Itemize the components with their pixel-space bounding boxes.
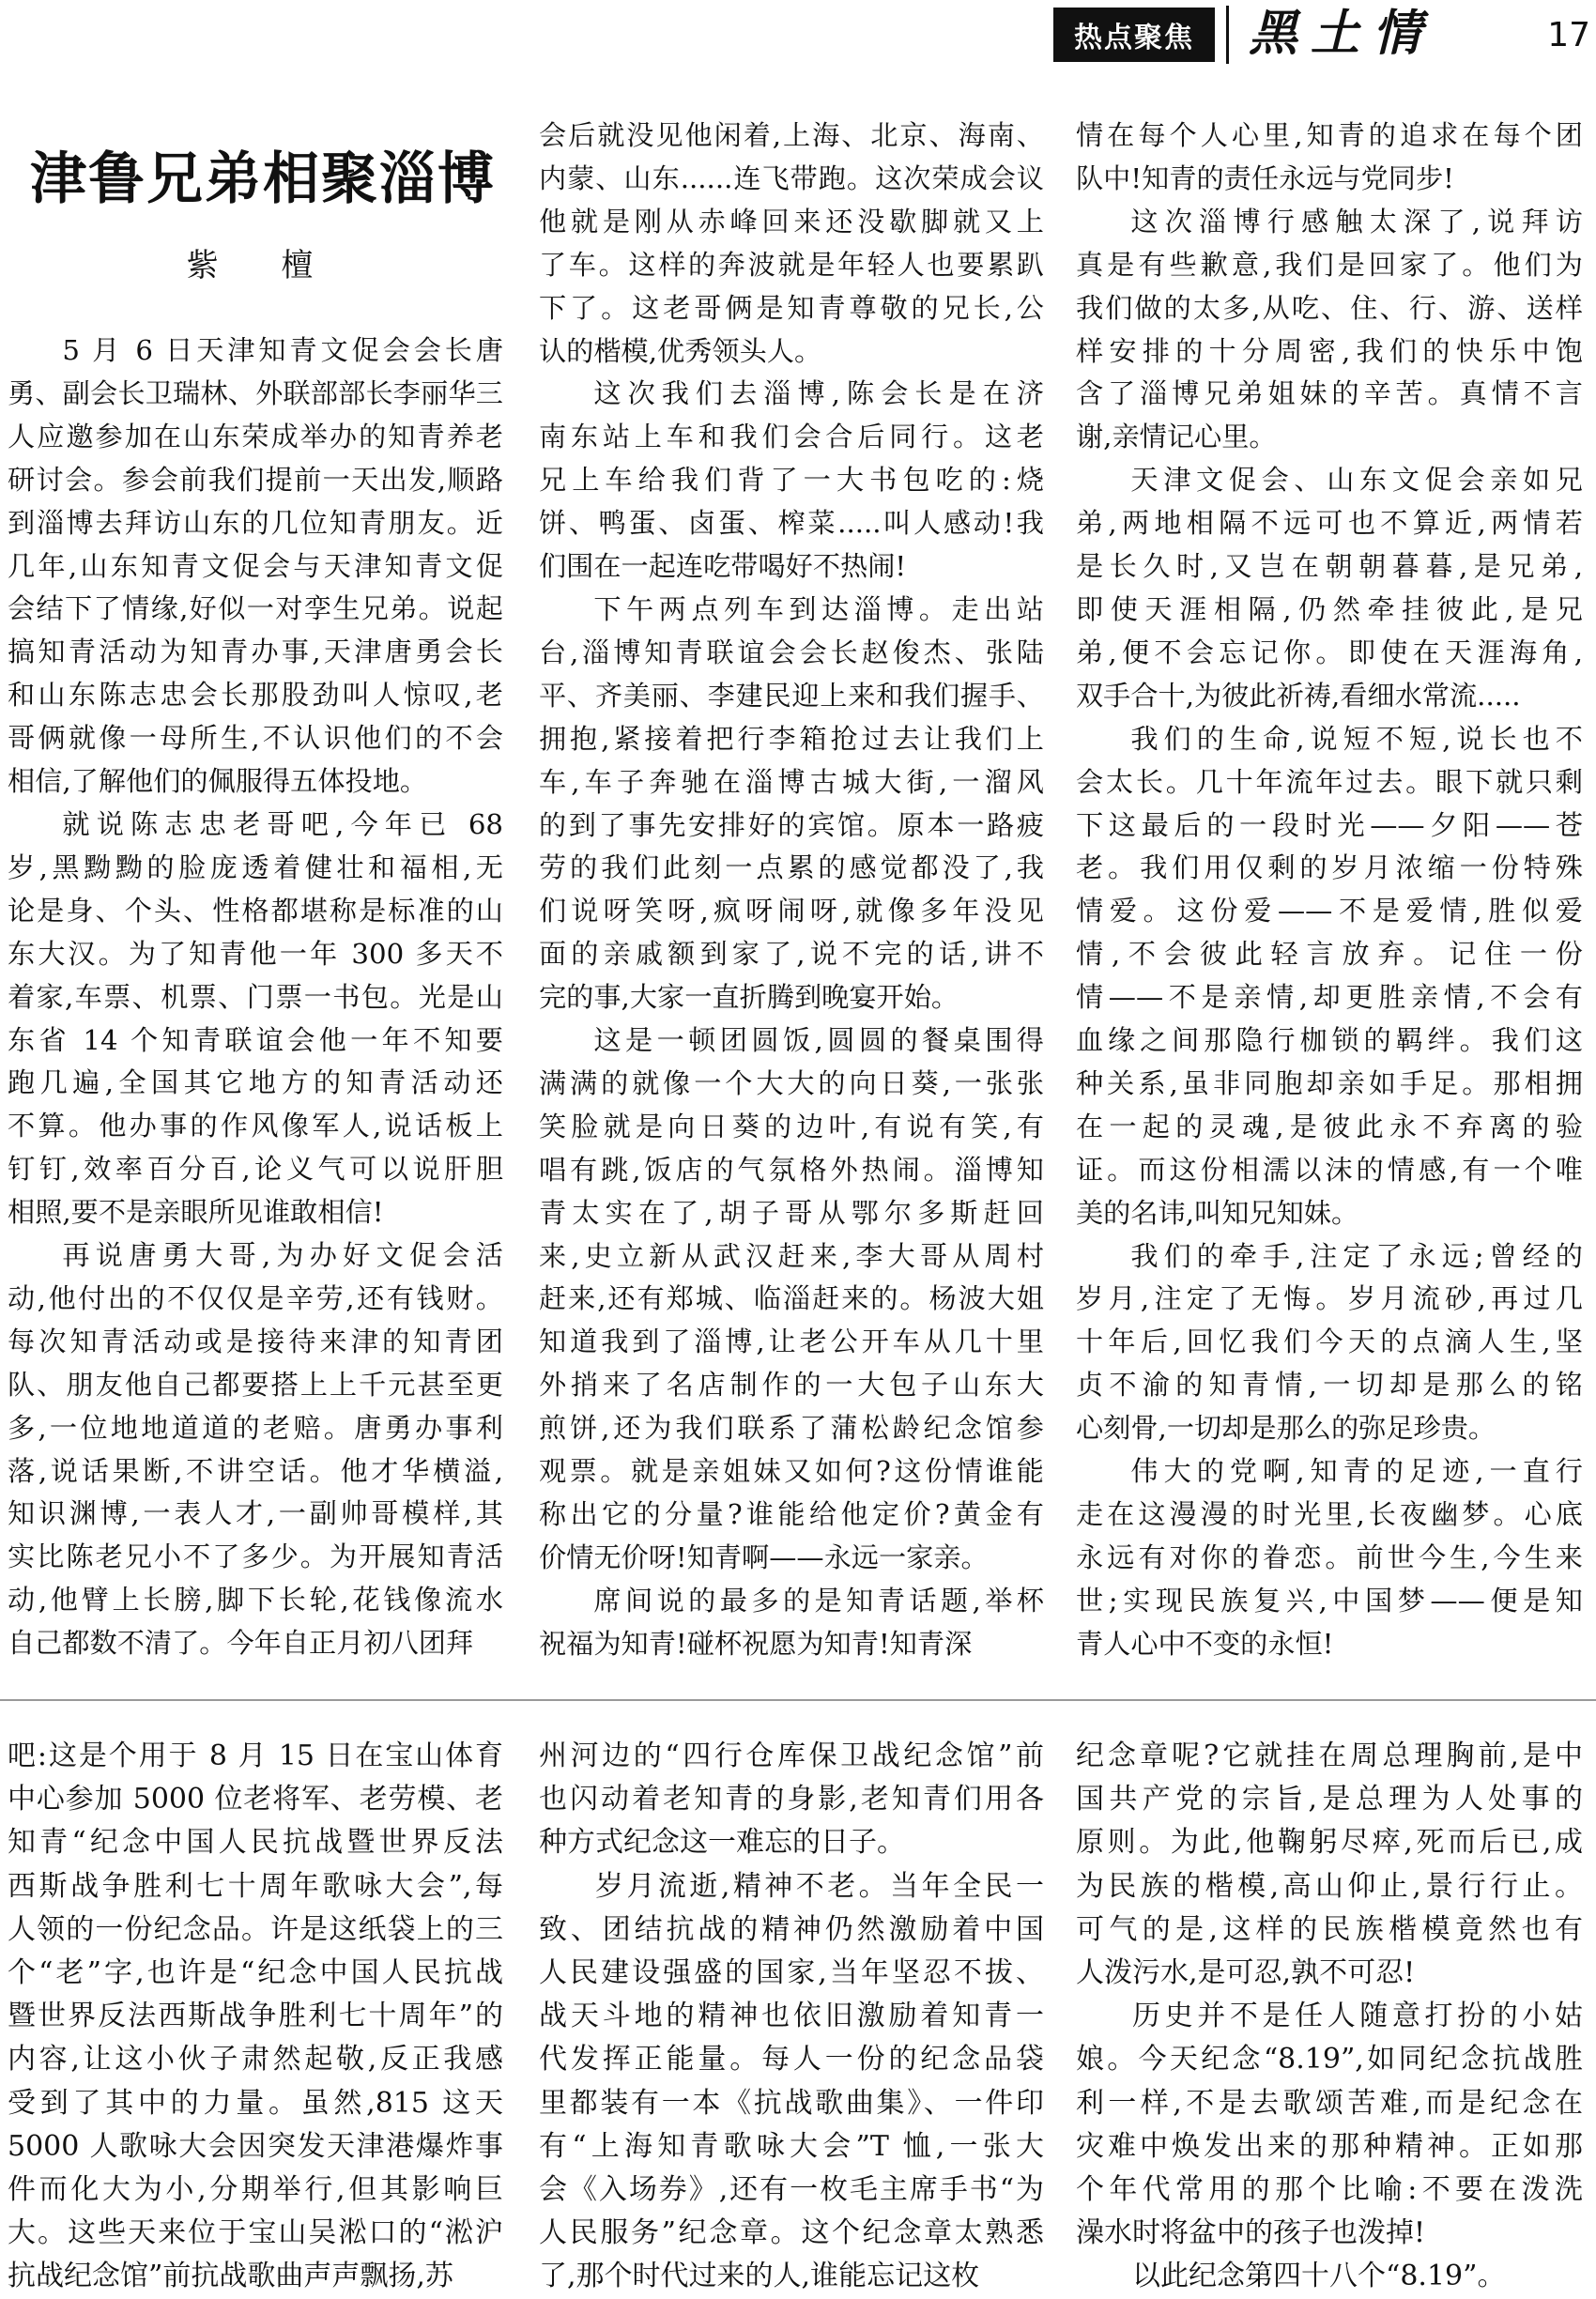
text-line: 永远有对你的眷恋。前世今生,今生来 <box>1076 1540 1583 1573</box>
text-line: 双手合十,为彼此祈祷,看细水常流..... <box>1076 679 1521 712</box>
text-line: 伟大的党啊,知青的足迹,一直行 <box>1130 1455 1583 1488</box>
text-line: 落,说话果断,不讲空话。他才华横溢, <box>8 1454 503 1487</box>
text-line: 就说陈志忠老哥吧,今年已 68 <box>62 807 503 840</box>
text-line: 老。我们用仅剩的岁月浓缩一份特殊 <box>1076 851 1583 884</box>
text-line: 内容,让这小伙子肃然起敬,反正我感 <box>8 2043 503 2077</box>
text-line: 哥俩就像一母所生,不认识他们的不会 <box>8 722 503 755</box>
text-line: 也闪动着老知青的身影,老知青们用各 <box>539 1783 1044 1816</box>
text-line: 种方式纪念这一难忘的日子。 <box>539 1826 905 1860</box>
text-line: 会《入场券》,还有一枚毛主席手书“为 <box>539 2173 1044 2207</box>
text-line: 称出它的分量?谁能给他定价?黄金有 <box>539 1498 1044 1530</box>
text-line: 这是一顿团圆饭,圆圆的餐桌围得 <box>593 1024 1044 1057</box>
text-line: 面的亲戚额到家了,说不完的话,讲不 <box>539 938 1044 971</box>
text-line: 认的楷模,优秀领头人。 <box>539 334 822 367</box>
article-column-1 <box>8 330 503 1665</box>
text-line: 抗战纪念馆”前抗战歌曲声声飘扬,苏 <box>8 2260 453 2293</box>
text-line: 勇、副会长卫瑞林、外联部部长李丽华三 <box>8 376 503 409</box>
text-line: 这次我们去淄博,陈会长是在济 <box>593 377 1044 410</box>
text-line: 动,他付出的不仅仅是辛劳,还有钱财。 <box>8 1281 503 1314</box>
text-line: 情,不会彼此轻言放弃。记住一份 <box>1076 938 1583 971</box>
text-line: 5 月 6 日天津知青文促会会长唐 <box>62 334 503 366</box>
article-title: 津鲁兄弟相聚淄博 <box>30 146 496 212</box>
text-line: 几年,山东知青文促会与天津知青文促 <box>8 549 503 582</box>
text-line: 完的事,大家一直折腾到晚宴开始。 <box>539 981 959 1014</box>
text-line: 中心参加 5000 位老将军、老劳模、老 <box>8 1783 503 1816</box>
text-line: 情——不是亲情,却更胜亲情,不会有 <box>1076 981 1583 1014</box>
text-line: 饼、鸭蛋、卤蛋、榨菜.....叫人感动!我 <box>539 507 1044 540</box>
article-column-2 <box>539 115 1044 1666</box>
article-column-3 <box>1076 115 1583 1666</box>
text-line: 自己都数不清了。今年自正月初八团拜 <box>8 1627 474 1660</box>
text-line: 人民建设强盛的国家,当年坚忍不拔、 <box>539 1956 1044 1990</box>
text-line: 心刻骨,一切却是那么的弥足珍贵。 <box>1076 1412 1496 1445</box>
text-line: 为民族的楷模,高山仰止,景行行止。 <box>1076 1869 1583 1903</box>
text-line: 种关系,虽非同胞却亲如手足。那相拥 <box>1076 1066 1583 1099</box>
text-line: 跑几遍,全国其它地方的知青活动还 <box>8 1066 503 1099</box>
author-byline: 紫 檀 <box>186 247 340 284</box>
text-line: 5000 人歌咏大会因突发天津港爆炸事 <box>8 2129 503 2163</box>
text-line: 暨世界反法西斯战争胜利七十周年”的 <box>8 2000 503 2033</box>
lower-article-column-3 <box>1076 1735 1583 2299</box>
text-line: 谢,亲情记心里。 <box>1076 421 1277 453</box>
text-line: 多,一位地地道道的老赔。唐勇办事利 <box>8 1411 503 1444</box>
text-line: 祝福为知青!碰杯祝愿为知青!知青深 <box>539 1627 973 1660</box>
text-line: 情爱。这份爱——不是爱情,胜似爱 <box>1076 895 1583 927</box>
text-line: 煎饼,还为我们联系了蒲松龄纪念馆参 <box>539 1412 1044 1445</box>
text-line: 和山东陈志忠会长那股劲叫人惊叹,老 <box>8 679 503 712</box>
text-line: 赶来,还有郑城、临淄赶来的。杨波大姐 <box>539 1282 1044 1315</box>
text-line: 着家,车票、机票、门票一书包。光是山 <box>8 980 503 1013</box>
text-line: 弟,两地相隔不远可也不算近,两情若 <box>1076 507 1583 540</box>
text-line: 世;实现民族复兴,中国梦——便是知 <box>1076 1584 1583 1617</box>
text-line: 澡水时将盆中的孩子也泼掉! <box>1076 2216 1426 2250</box>
magazine-brand: 黑土情 <box>1249 5 1435 62</box>
text-line: 岁月,注定了无悔。岁月流砂,再过几 <box>1076 1282 1583 1315</box>
text-line: 血缘之间那隐行枷锁的羁绊。我们这 <box>1076 1024 1583 1057</box>
text-line: 受到了其中的力量。虽然,815 这天 <box>8 2086 503 2120</box>
text-line: 岁,黑黝黝的脸庞透着健壮和福相,无 <box>8 851 503 883</box>
text-line: 可气的是,这样的民族楷模竟然也有 <box>1076 1912 1583 1946</box>
text-line: 人领的一份纪念品。许是这纸袋上的三 <box>8 1912 503 1946</box>
text-line: 含了淄博兄弟姐妹的辛苦。真情不言 <box>1076 377 1583 410</box>
text-line: 是长久时,又岂在朝朝暮暮,是兄弟, <box>1076 550 1583 583</box>
text-line: 利一样,不是去歌颂苦难,而是纪念在 <box>1076 2086 1583 2120</box>
text-line: 贞不渝的知青情,一切却是那么的铭 <box>1076 1369 1583 1402</box>
text-line: 州河边的“四行仓库保卫战纪念馆”前 <box>539 1740 1044 1772</box>
text-line: 天津文促会、山东文促会亲如兄 <box>1130 464 1583 497</box>
text-line: 大。这些天来位于宝山吴淞口的“淞沪 <box>8 2216 503 2250</box>
text-line: 了车。这样的奔波就是年轻人也要累趴 <box>539 248 1044 281</box>
text-line: 知道我到了淄博,让老公开车从几十里 <box>539 1326 1044 1358</box>
text-line: 历史并不是任人随意打扮的小姑 <box>1132 2000 1583 2033</box>
text-line: 以此纪念第四十八个“8.19”。 <box>1132 2260 1506 2293</box>
text-line: 有“上海知青歌咏大会”T 恤,一张大 <box>539 2129 1044 2163</box>
text-line: 搞知青活动为知青办事,天津唐勇会长 <box>8 636 503 668</box>
text-line: 钉钉,效率百分百,论义气可以说肝胆 <box>8 1153 503 1186</box>
text-line: 即使天涯相隔,仍然牵挂彼此,是兄 <box>1076 592 1583 625</box>
text-line: 美的名讳,叫知兄知妹。 <box>1076 1196 1359 1229</box>
text-line: 拥抱,紧接着把行李箱抢过去让我们上 <box>539 722 1044 755</box>
text-line: 会结下了情缘,好似一对孪生兄弟。说起 <box>8 592 503 625</box>
text-line: 致、团结抗战的精神仍然激励着中国 <box>539 1912 1044 1946</box>
text-line: 下这最后的一段时光——夕阳——苍 <box>1076 808 1583 841</box>
text-line: 件而化大为小,分期举行,但其影响巨 <box>8 2173 503 2207</box>
text-line: 在一起的灵魂,是彼此永不弃离的验 <box>1076 1110 1583 1142</box>
text-line: 十年后,回忆我们今天的点滴人生,坚 <box>1076 1326 1583 1358</box>
text-line: 到淄博去拜访山东的几位知青朋友。近 <box>8 506 503 539</box>
text-line: 东省 14 个知青联谊会他一年不知要 <box>8 1023 503 1056</box>
text-line: 劳的我们此刻一点累的感觉都没了,我 <box>539 851 1044 884</box>
text-line: 灾难中焕发出来的那种精神。正如那 <box>1076 2129 1583 2163</box>
text-line: 个“老”字,也许是“纪念中国人民抗战 <box>8 1956 503 1990</box>
text-line: 价情无价呀!知青啊——永远一家亲。 <box>539 1540 989 1573</box>
text-line: 平、齐美丽、李建民迎上来和我们握手、 <box>539 679 1044 712</box>
text-line: 台,淄博知青联谊会会长赵俊杰、张陆 <box>539 636 1044 668</box>
text-line: 会太长。几十年流年过去。眼下就只剩 <box>1076 765 1583 798</box>
text-line: 南东站上车和我们会合后同行。这老 <box>539 421 1044 453</box>
page-number: 17 <box>1547 16 1590 54</box>
text-line: 东大汉。为了知青他一年 300 多天不 <box>8 937 503 970</box>
text-line: 这次淄博行感触太深了,说拜访 <box>1130 205 1583 238</box>
text-line: 研讨会。参会前我们提前一天出发,顺路 <box>8 463 503 496</box>
text-line: 每次知青活动或是接待来津的知青团 <box>8 1325 503 1357</box>
lower-article-column-1 <box>8 1735 503 2299</box>
text-line: 里都装有一本《抗战歌曲集》、一件印 <box>539 2086 1044 2120</box>
section-tag: 热点聚焦 <box>1053 8 1215 62</box>
text-line: 娘。今天纪念“8.19”,如同纪念抗战胜 <box>1076 2043 1583 2077</box>
text-line: 席间说的最多的是知青话题,举杯 <box>593 1584 1044 1617</box>
text-line: 人民服务”纪念章。这个纪念章太熟悉 <box>539 2216 1044 2250</box>
text-line: 队中!知青的责任永远与党同步! <box>1076 161 1454 194</box>
text-line: 我们的生命,说短不短,说长也不 <box>1130 722 1583 755</box>
text-line: 纪念章呢?它就挂在周总理胸前,是中 <box>1076 1740 1583 1772</box>
text-line: 样安排的十分周密,我们的快乐中饱 <box>1076 334 1583 367</box>
text-line: 代发挥正能量。每人一份的纪念品袋 <box>539 2043 1044 2077</box>
text-line: 下了。这老哥俩是知青尊敬的兄长,公 <box>539 291 1044 324</box>
text-line: 西斯战争胜利七十周年歌咏大会”,每 <box>8 1869 503 1903</box>
text-line: 人泼污水,是可忍,孰不可忍! <box>1076 1956 1416 1990</box>
text-line: 个年代常用的那个比喻:不要在泼洗 <box>1076 2173 1583 2207</box>
text-line: 们说呀笑呀,疯呀闹呀,就像多年没见 <box>539 895 1044 927</box>
text-line: 的到了事先安排好的宾馆。原本一路疲 <box>539 808 1044 841</box>
text-line: 外捎来了名店制作的一大包子山东大 <box>539 1369 1044 1402</box>
lower-article-column-2 <box>539 1735 1044 2299</box>
text-line: 吧:这是个用于 8 月 15 日在宝山体育 <box>8 1740 503 1772</box>
text-line: 会后就没见他闲着,上海、北京、海南、 <box>539 119 1044 151</box>
text-line: 论是身、个头、性格都堪称是标准的山 <box>8 894 503 927</box>
text-line: 岁月流逝,精神不老。当年全民一 <box>595 1869 1044 1903</box>
text-line: 他就是刚从赤峰回来还没歇脚就又上 <box>539 205 1044 238</box>
text-line: 不算。他办事的作风像军人,说话板上 <box>8 1110 503 1142</box>
text-line: 走在这漫漫的时光里,长夜幽梦。心底 <box>1076 1498 1583 1530</box>
text-line: 笑脸就是向日葵的边叶,有说有笑,有 <box>539 1110 1044 1142</box>
text-line: 相信,了解他们的佩服得五体投地。 <box>8 765 428 798</box>
text-line: 真是有些歉意,我们是回家了。他们为 <box>1076 248 1583 281</box>
text-line: 人应邀参加在山东荣成举办的知青养老 <box>8 420 503 452</box>
text-line: 弟,便不会忘记你。即使在天涯海角, <box>1076 636 1583 668</box>
text-line: 兄上车给我们背了一大书包吃的:烧 <box>539 464 1044 497</box>
text-line: 再说唐勇大哥,为办好文促会活 <box>62 1239 503 1272</box>
text-line: 原则。为此,他鞠躬尽瘁,死而后已,成 <box>1076 1826 1583 1860</box>
text-line: 们围在一起连吃带喝好不热闹! <box>539 550 907 583</box>
text-line: 知青“纪念中国人民抗战暨世界反法 <box>8 1826 503 1860</box>
text-line: 队、朋友他自己都要搭上上千元甚至更 <box>8 1368 503 1401</box>
text-line: 知识渊博,一表人才,一副帅哥模样,其 <box>8 1497 503 1530</box>
text-line: 我们做的太多,从吃、住、行、游、送样 <box>1076 291 1583 324</box>
section-divider <box>0 1699 1596 1701</box>
text-line: 国共产党的宗旨,是总理为人处事的 <box>1076 1783 1583 1816</box>
text-line: 证。而这份相濡以沫的情感,有一个唯 <box>1076 1153 1583 1186</box>
text-line: 相照,要不是亲眼所见谁敢相信! <box>8 1196 384 1229</box>
header-divider <box>1226 6 1229 64</box>
text-line: 内蒙、山东......连飞带跑。这次荣成会议 <box>539 161 1044 194</box>
text-line: 下午两点列车到达淄博。走出站 <box>593 592 1044 625</box>
text-line: 青太实在了,胡子哥从鄂尔多斯赶回 <box>539 1196 1044 1229</box>
text-line: 我们的牵手,注定了永远;曾经的 <box>1130 1239 1583 1272</box>
text-line: 唱有跳,饭店的气氛格外热闹。淄博知 <box>539 1153 1044 1186</box>
text-line: 车,车子奔驰在淄博古城大街,一溜风 <box>539 765 1044 798</box>
text-line: 战天斗地的精神也依旧激励着知青一 <box>539 2000 1044 2033</box>
text-line: 实比陈老兄小不了多少。为开展知青活 <box>8 1540 503 1573</box>
text-line: 青人心中不变的永恒! <box>1076 1627 1334 1660</box>
text-line: 满满的就像一个大大的向日葵,一张张 <box>539 1066 1044 1099</box>
text-line: 情在每个人心里,知青的追求在每个团 <box>1076 119 1583 151</box>
text-line: 来,史立新从武汉赶来,李大哥从周村 <box>539 1239 1044 1272</box>
text-line: 观票。就是亲姐妹又如何?这份情谁能 <box>539 1455 1044 1488</box>
text-line: 了,那个时代过来的人,谁能忘记这枚 <box>539 2260 980 2293</box>
text-line: 动,他臂上长膀,脚下长轮,花钱像流水 <box>8 1584 503 1617</box>
